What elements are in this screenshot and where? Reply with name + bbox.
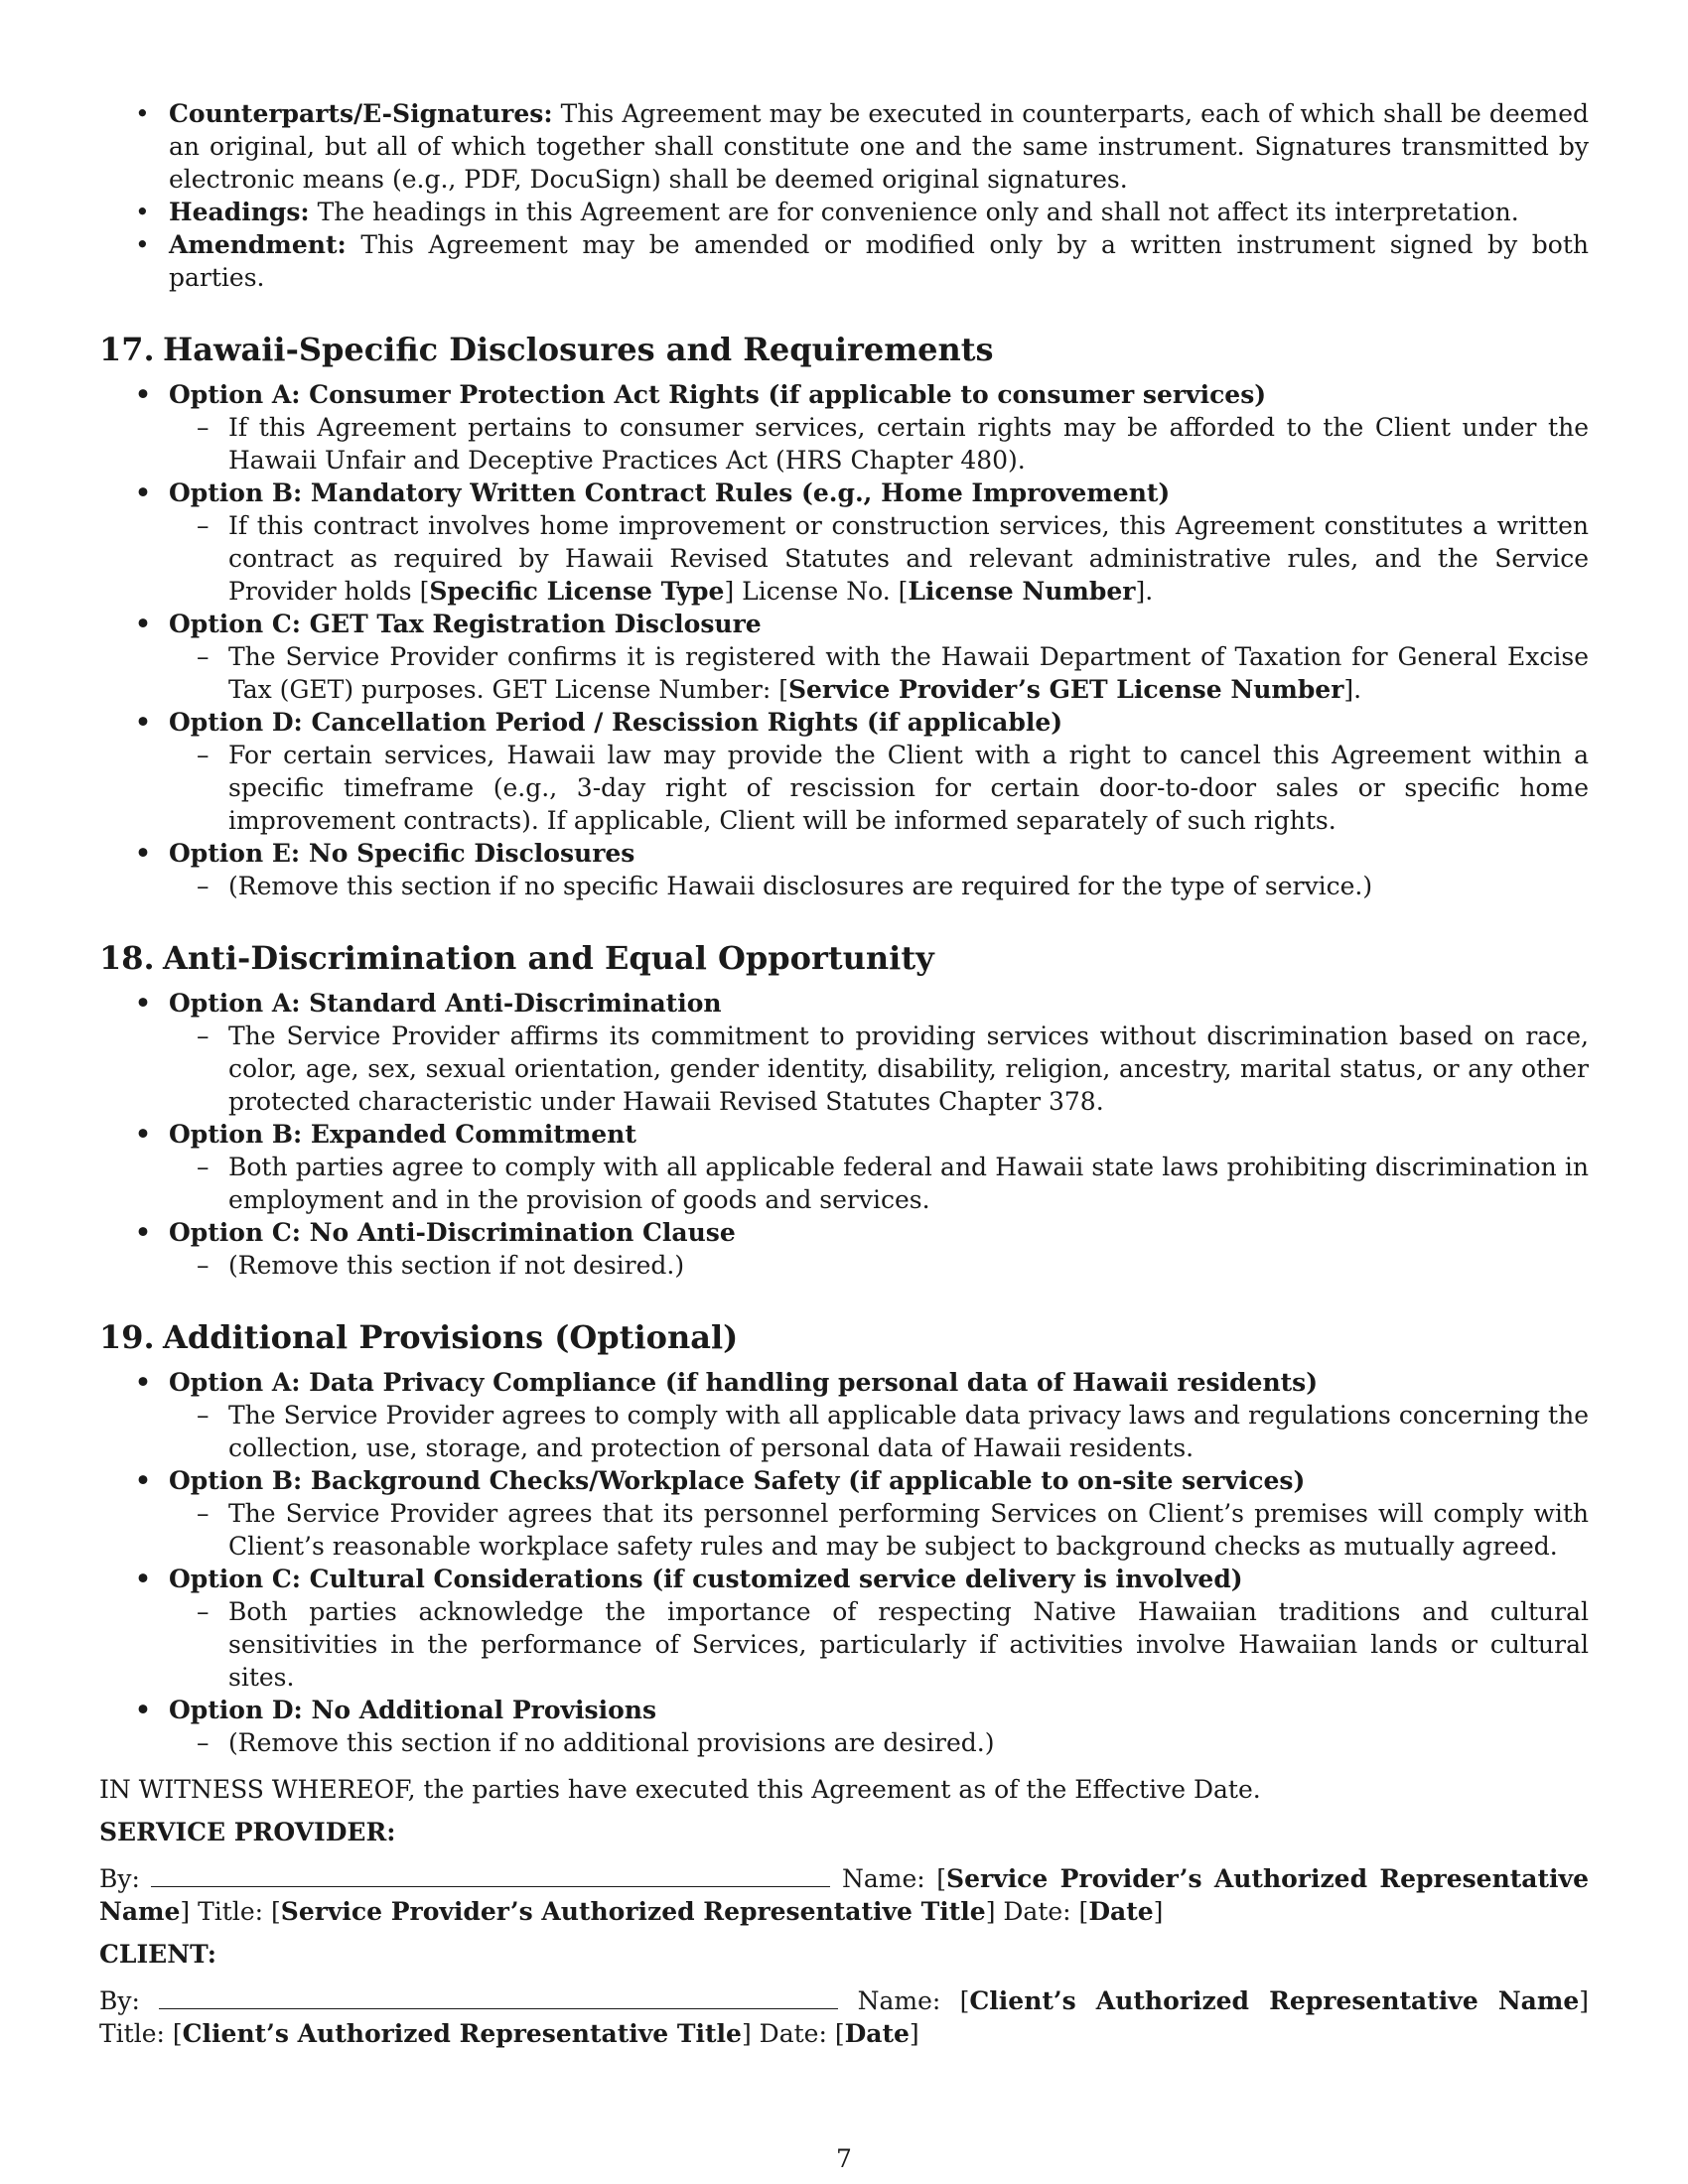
bullet-text: The headings in this Agreement are for convenience only and shall not affect its interpretation. [309,198,1519,226]
option-e-title: • Option E: No Specific Disclosures [99,837,1589,870]
option-d-text: – For certain services, Hawaii law may provide the Client with a right to cancel this Agreement within a specific timeframe (e.g., 3-day right of rescission for certain door-to-door sales or specific home improvement contracts). If applicable, Client will be informed separately of such rights. [99,739,1589,837]
list-item [99,228,1589,294]
client-signature-block [99,1984,1589,2050]
bullet-text: This Agreement may be amended or modified only by a written instrument signed by both parties. [169,230,1589,292]
section-title: Additional Provisions (Optional) [163,1318,739,1356]
text-run: ] [909,2019,919,2048]
option-d-title: • Option D: Cancellation Period / Rescission Rights (if applicable) [99,706,1589,739]
section-17-heading [99,330,1589,369]
list-item [99,97,1589,196]
section-number: 17. [99,331,155,368]
section-17-options [99,378,1589,902]
option-e-text: – (Remove this section if no specific Hawaii disclosures are required for the type of service.) [99,870,1589,902]
option-a-text: – The Service Provider affirms its commitment to providing services without discrimination based on race, color, age, sex, sexual orientation, gender identity, disability, religion, ancestry, marital status, or any other protected characteristic under Hawaii Revised Statutes Chapter 378. [99,1020,1589,1118]
option-b-title: • Option B: Expanded Commitment [99,1118,1589,1151]
text-run: If this contract involves home improvement or construction services, this Agreement constitutes a written contract as required by Hawaii Revised Statutes and relevant administrative rules, and the Service Provider holds [ [228,511,1589,606]
bullet-label: Headings: [169,198,310,226]
text-run: ] License No. [ [724,577,909,606]
date-label: ] Date: [ [741,2019,845,2048]
text-run: ]. [1343,675,1362,704]
section-number: 18. [99,939,155,977]
option-d-text: – (Remove this section if no additional provisions are desired.) [99,1726,1589,1759]
provider-signature-line[interactable] [151,1862,830,1887]
text-run: ] [1153,1897,1164,1926]
name-label: Name: [ [838,1986,970,2015]
option-c-text: – (Remove this section if not desired.) [99,1249,1589,1282]
intro-bullet-list [99,97,1589,294]
provider-date-field: Date [1088,1897,1154,1926]
option-b-text: – The Service Provider agrees that its personnel performing Services on Client’s premises will comply with Client’s reasonable workplace safety rules and may be subject to background checks as mutually agreed. [99,1497,1589,1563]
section-number: 19. [99,1318,155,1356]
option-d-title: • Option D: No Additional Provisions [99,1694,1589,1726]
client-date-field: Date [844,2019,910,2048]
text-run: ]. [1135,577,1154,606]
by-label: By: [99,1986,140,2015]
section-title: Anti-Discrimination and Equal Opportunity [163,939,934,977]
section-18-options [99,987,1589,1282]
provider-signature-block [99,1862,1589,1928]
section-18-heading [99,938,1589,978]
list-item [99,196,1589,228]
option-c-title: • Option C: No Anti-Discrimination Clause [99,1216,1589,1249]
get-license-field: Service Provider’s GET License Number [787,675,1344,704]
section-19-options [99,1366,1589,1759]
witness-paragraph: IN WITNESS WHEREOF, the parties have executed this Agreement as of the Effective Date. [99,1775,1261,1804]
option-b-title: • Option B: Mandatory Written Contract Rules (e.g., Home Improvement) [99,477,1589,509]
provider-title-field: Service Provider’s Authorized Representative Title [280,1897,986,1926]
text-run: The Service Provider confirms it is registered with the Hawaii Department of Taxation for General Excise Tax (GET) purposes. GET License Number: [ [228,642,1589,704]
client-title-field: Client’s Authorized Representative Title [182,2019,742,2048]
option-a-title: • Option A: Standard Anti-Discrimination [99,987,1589,1020]
license-type-field: Specific License Type [429,577,725,606]
document-page [99,97,1589,2050]
client-name-field: Client’s Authorized Representative Name [969,1986,1580,2015]
client-heading: CLIENT: [99,1940,217,1969]
client-signature-line[interactable] [159,1984,838,2009]
option-b-title: • Option B: Background Checks/Workplace Safety (if applicable to on-site services) [99,1464,1589,1497]
option-b-text [99,509,1589,608]
bullet-text: This Agreement may be executed in counterparts, each of which shall be deemed an original, but all of which together shall constitute one and the same instrument. Signatures transmitted by electronic means (e.g., PDF, DocuSign) shall be deemed original signatures. [169,99,1589,194]
option-c-text: – Both parties acknowledge the importance of respecting Native Hawaiian traditions and cultural sensitivities in the performance of Services, particularly if activities involve Hawaiian lands or cultural sites. [99,1595,1589,1694]
option-a-text: – If this Agreement pertains to consumer services, certain rights may be afforded to the Client under the Hawaii Unfair and Deceptive Practices Act (HRS Chapter 480). [99,411,1589,477]
bullet-label: Amendment: [169,230,347,259]
section-title: Hawaii-Specific Disclosures and Requirements [163,331,994,368]
by-label: By: [99,1864,140,1893]
option-a-text: – The Service Provider agrees to comply with all applicable data privacy laws and regulations concerning the collection, use, storage, and protection of personal data of Hawaii residents. [99,1399,1589,1464]
name-label: Name: [ [830,1864,947,1893]
provider-heading: SERVICE PROVIDER: [99,1818,396,1846]
option-c-text [99,640,1589,706]
option-c-title: • Option C: GET Tax Registration Disclosure [99,608,1589,640]
license-number-field: License Number [908,577,1136,606]
bullet-label: Counterparts/E-Signatures: [169,99,553,128]
date-label: ] Date: [ [985,1897,1089,1926]
title-label: ] Title: [ [180,1897,281,1926]
title-label: ] Title: [ [99,1986,1589,2048]
option-a-title: • Option A: Consumer Protection Act Rights (if applicable to consumer services) [99,378,1589,411]
provider-name-field: Service Provider’s Authorized Representative Name [99,1864,1589,1926]
option-c-title: • Option C: Cultural Considerations (if customized service delivery is involved) [99,1563,1589,1595]
page-number: 7 [836,2144,852,2173]
section-19-heading [99,1317,1589,1357]
option-b-text: – Both parties agree to comply with all applicable federal and Hawaii state laws prohibiting discrimination in employment and in the provision of goods and services. [99,1151,1589,1216]
option-a-title: • Option A: Data Privacy Compliance (if handling personal data of Hawaii residents) [99,1366,1589,1399]
